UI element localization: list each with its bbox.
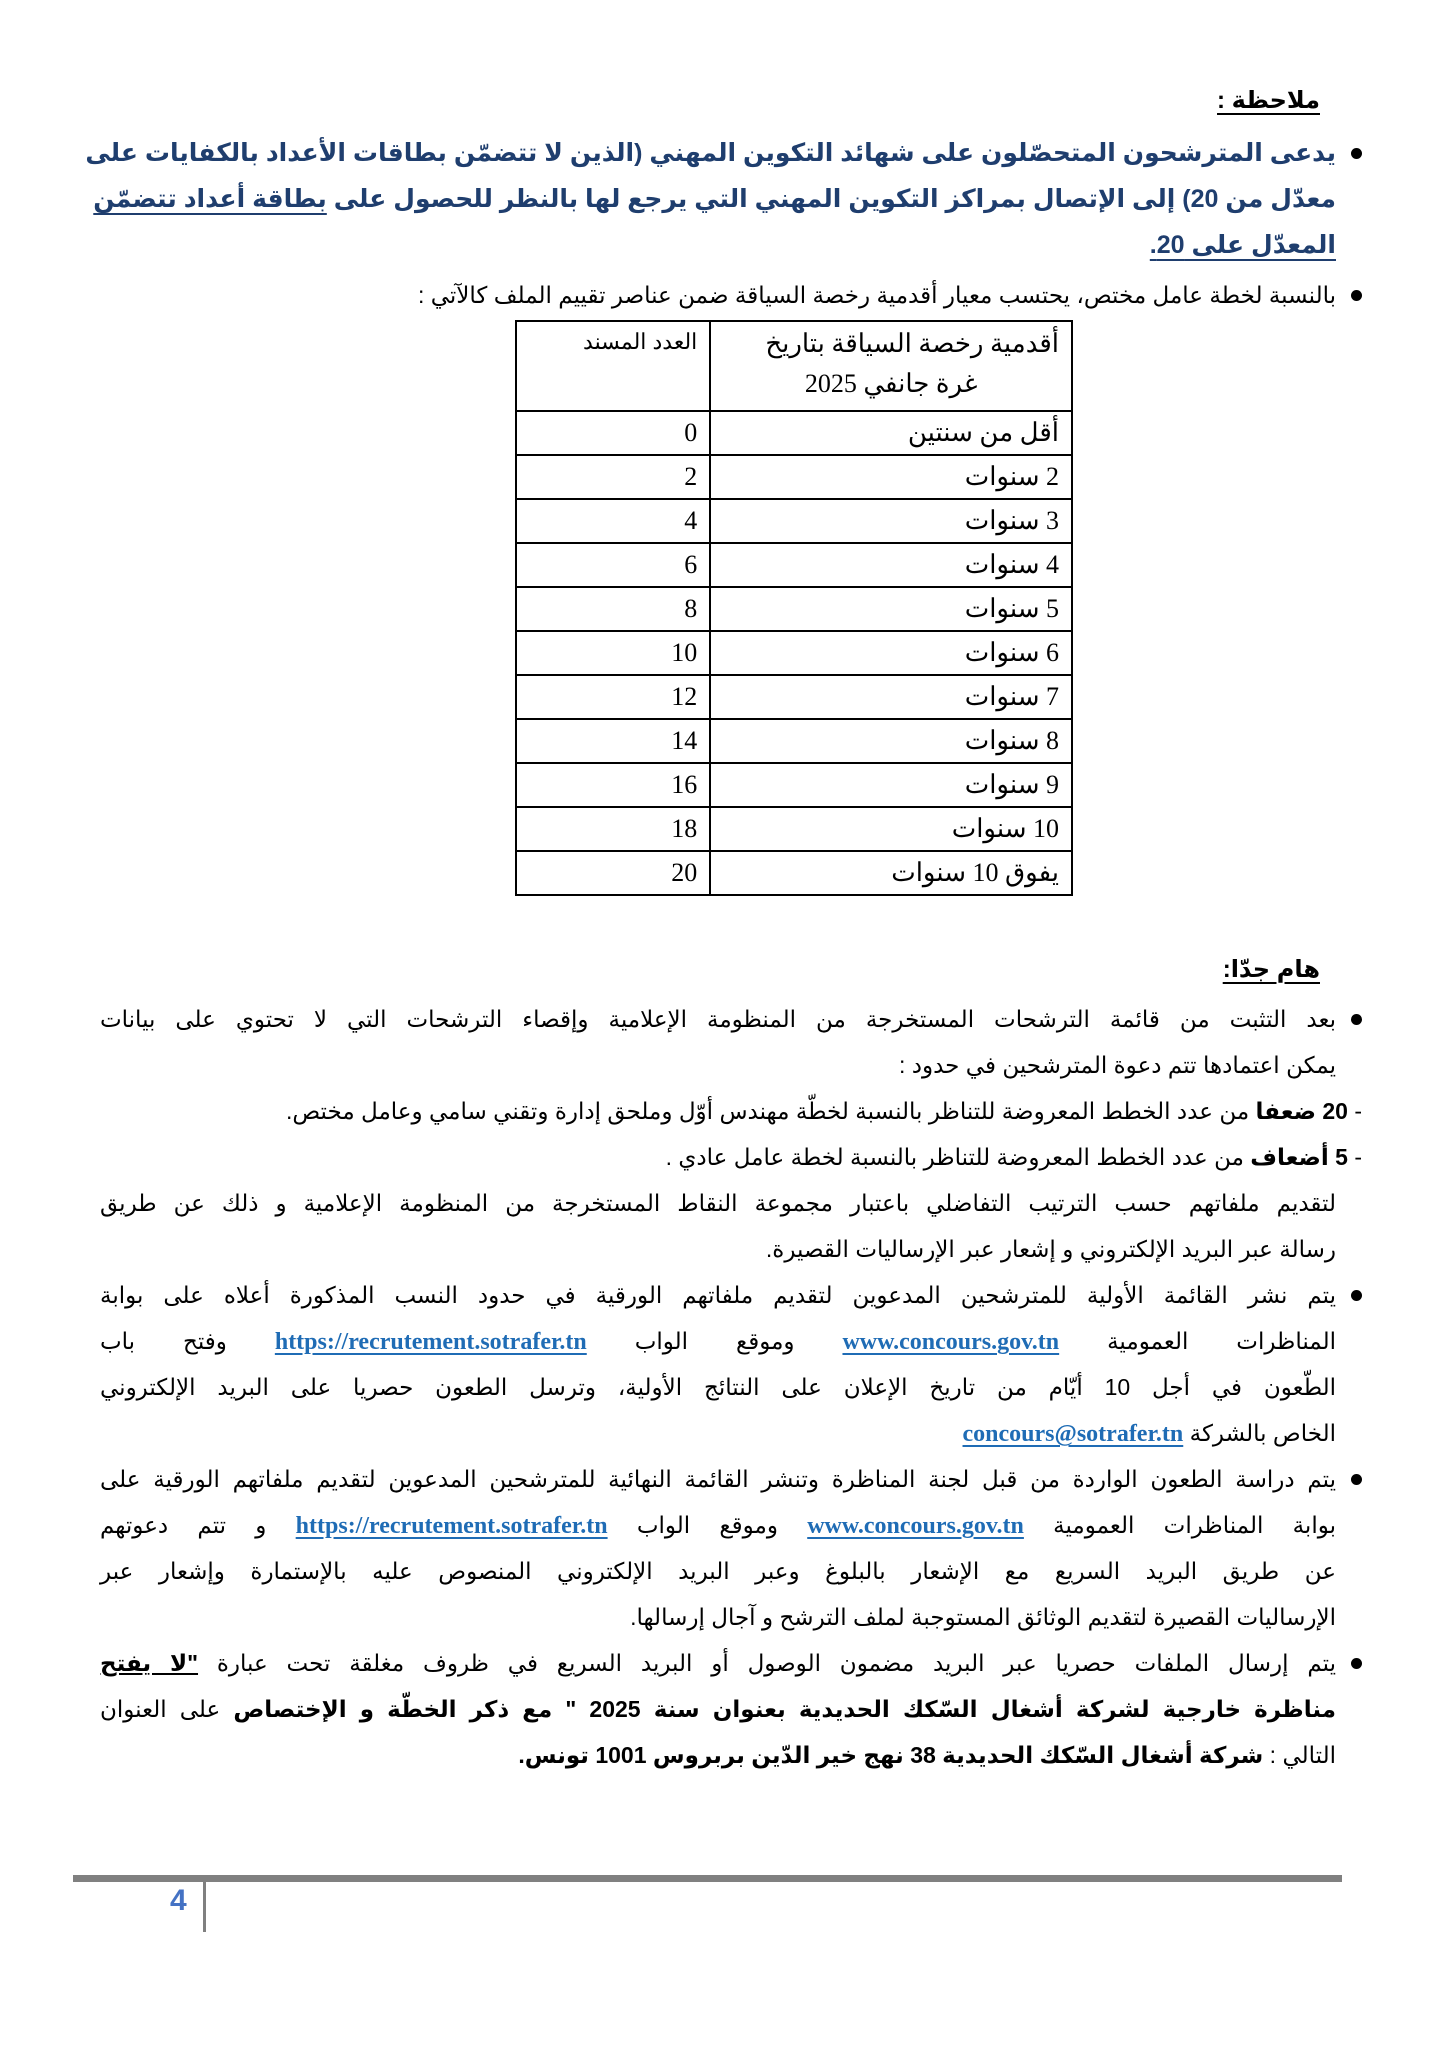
important-p1-line2: يمكن اعتمادها تتم دعوة المترشحين في حدود : [898, 1052, 1336, 1078]
header-score: العدد المسند [516, 321, 710, 411]
seniority-cell: 7 سنوات [710, 675, 1072, 719]
company-site-link[interactable]: https://recrutement.sotrafer.tn [274, 1329, 587, 1355]
score-cell: 14 [516, 719, 710, 763]
important-dash2: - 5 أضعاف من عدد الخطط المعروضة للتناظر بالنسبة لخطة عامل عادي . [665, 1144, 1362, 1170]
note-bullet-driving-license [100, 272, 1336, 318]
table-row [516, 807, 1072, 851]
footer-divider [203, 1880, 206, 1932]
important-p3-line1: يتم دراسة الطعون الواردة من قبل لجنة المناظرة وتنشر القائمة النهائية للمترشحين المدعوين لتقديم ملفاتهم الورقية على [100, 1456, 1336, 1502]
important-p2-line1: يتم نشر القائمة الأولية للمترشحين المدعوين لتقديم ملفاتهم الورقية في حدود النسب المذكورة أعلاه على بوابة [100, 1272, 1336, 1318]
header-seniority: أقدمية رخصة السياقة بتاريخ غرة جانفي 2025 [710, 321, 1072, 411]
important-p3-line2: بوابة المناظرات العمومية www.concours.gov.tn وموقع الواب https://recrutement.sotrafer.tn و تتم دعوتهم [100, 1512, 1337, 1539]
footer-rule [73, 1875, 1342, 1882]
important-p4-line2: مناظرة خارجية لشركة أشغال السّكك الحديدية بعنوان سنة 2025 " مع ذكر الخطّة و الإختصاص على العنوان [100, 1696, 1336, 1722]
score-cell: 18 [516, 807, 710, 851]
score-cell: 6 [516, 543, 710, 587]
important-p3-line4: الإرساليات القصيرة لتقديم الوثائق المستوجبة لملف الترشح و آجال إرسالها. [630, 1604, 1336, 1630]
seniority-cell: 2 سنوات [710, 455, 1072, 499]
important-p1-line1: بعد التثبت من قائمة الترشحات المستخرجة من المنظومة الإعلامية وإقصاء الترشحات التي لا تحتوي على بيانات [100, 996, 1336, 1042]
important-p3-line3: عن طريق البريد السريع مع الإشعار بالبلوغ وعبر البريد الإلكتروني المنصوص عليه بالإستمارة وإشعار عبر [100, 1558, 1336, 1584]
score-cell: 16 [516, 763, 710, 807]
note-bullet2-line: بالنسبة لخطة عامل مختص، يحتسب معيار أقدمية رخصة السياقة ضمن عناصر تقييم الملف كالآتي : [100, 272, 1336, 318]
table-row [516, 763, 1072, 807]
bullet-icon [1351, 1014, 1362, 1025]
score-cell: 0 [516, 411, 710, 455]
seniority-cell: 4 سنوات [710, 543, 1072, 587]
seniority-cell: 3 سنوات [710, 499, 1072, 543]
bullet-icon [1351, 290, 1362, 301]
important-p2-line2: المناظرات العمومية www.concours.gov.tn وموقع الواب https://recrutement.sotrafer.tn وفتح باب [100, 1328, 1336, 1355]
note-bullet1-line1: يدعى المترشحون المتحصّلون على شهائد التكوين المهني (الذين لا تتضمّن بطاقات الأعداد بالكفايات على [100, 130, 1336, 176]
note-bullet1-line2: معدّل من 20) إلى الإتصال بمراكز التكوين المهني التي يرجع لها بالنظر للحصول على بطاقة أعداد تتضمّن [93, 185, 1336, 213]
table-row [516, 631, 1072, 675]
score-cell: 2 [516, 455, 710, 499]
portal-link[interactable]: www.concours.gov.tn [807, 1513, 1024, 1539]
table-row [516, 675, 1072, 719]
bullet-icon [1351, 1290, 1362, 1301]
table-header-row [516, 321, 1072, 411]
seniority-cell: 10 سنوات [710, 807, 1072, 851]
note-bullet1-line3 [100, 222, 1336, 268]
table-row [516, 543, 1072, 587]
score-cell: 10 [516, 631, 710, 675]
important-dash1: - 20 ضعفا من عدد الخطط المعروضة للتناظر بالنسبة لخطّة مهندس أوّل وملحق إدارة وتقني سامي وعامل مختص. [285, 1098, 1362, 1124]
driving-license-score-table [515, 320, 1073, 896]
table-row [516, 587, 1072, 631]
score-cell: 4 [516, 499, 710, 543]
seniority-cell: يفوق 10 سنوات [710, 851, 1072, 895]
bullet-icon [1351, 1658, 1362, 1669]
important-p2-line4: الخاص بالشركة concours@sotrafer.tn [962, 1420, 1336, 1447]
underlined-phrase: بطاقة أعداد تتضمّن [93, 185, 327, 213]
seniority-cell: 5 سنوات [710, 587, 1072, 631]
important-p4-line1: يتم إرسال الملفات حصريا عبر البريد مضمون الوصول أو البريد السريع في ظروف مغلقة تحت عبارة "لا يفتح [100, 1640, 1336, 1686]
score-cell: 8 [516, 587, 710, 631]
table-row [516, 411, 1072, 455]
table-row [516, 851, 1072, 895]
important-p1-line6: رسالة عبر البريد الإلكتروني و إشعار عبر الإرساليات القصيرة. [765, 1236, 1336, 1262]
bullet-icon [1351, 148, 1362, 159]
seniority-cell: 6 سنوات [710, 631, 1072, 675]
seniority-cell: 8 سنوات [710, 719, 1072, 763]
table-row [516, 455, 1072, 499]
score-cell: 12 [516, 675, 710, 719]
underlined-phrase: المعدّل على 20. [1149, 231, 1336, 259]
company-site-link[interactable]: https://recrutement.sotrafer.tn [295, 1513, 608, 1539]
page-number: 4 [170, 1884, 187, 1917]
email-link[interactable]: concours@sotrafer.tn [962, 1421, 1184, 1447]
note-heading: ملاحظة : [1217, 87, 1320, 114]
portal-link[interactable]: www.concours.gov.tn [842, 1329, 1060, 1355]
table-row [516, 719, 1072, 763]
important-p2-line3: الطّعون في أجل 10 أيّام من تاريخ الإعلان على النتائج الأولية، وترسل الطعون حصريا على البريد الإلكتروني [100, 1374, 1336, 1400]
important-p1-line5: لتقديم ملفاتهم حسب الترتيب التفاضلي باعتبار مجموعة النقاط المستخرجة من المنظومة الإعلامية و ذلك عن طريق [100, 1190, 1336, 1216]
bullet-icon [1351, 1474, 1362, 1485]
important-p4-line3: التالي : شركة أشغال السّكك الحديدية 38 نهج خير الدّين بربروس 1001 تونس. [518, 1742, 1336, 1768]
seniority-cell: 9 سنوات [710, 763, 1072, 807]
note-bullet-training-certificates [85, 130, 1336, 268]
important-section [100, 996, 1362, 1778]
important-heading: هام جدّا: [1222, 956, 1320, 983]
seniority-cell: أقل من سنتين [710, 411, 1072, 455]
score-cell: 20 [516, 851, 710, 895]
table-row [516, 499, 1072, 543]
